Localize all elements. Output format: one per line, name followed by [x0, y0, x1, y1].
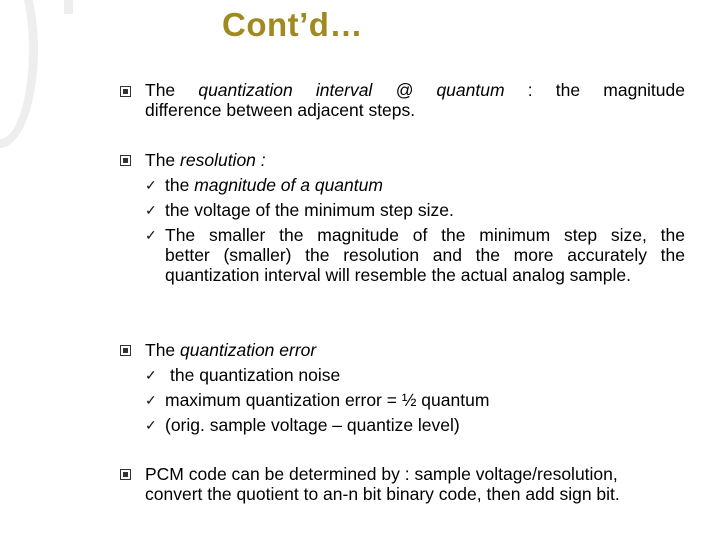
square-bullet-icon [120, 469, 131, 480]
check-icon: ✓ [145, 227, 157, 243]
bullet-4-line-2: convert the quotient to an-n bit binary code, then add sign bit. [145, 484, 620, 504]
bullet-2-heading: The resolution : [145, 150, 266, 170]
square-bullet-icon [120, 155, 131, 166]
bullet-1-line-1: The quantization interval @ quantum : the magnitude [145, 80, 685, 100]
check-icon: ✓ [145, 392, 157, 408]
check-icon: ✓ [145, 177, 157, 193]
bullet-3-sub-1: the quantization noise [170, 365, 341, 385]
square-bullet-icon [120, 86, 131, 97]
check-icon: ✓ [145, 202, 157, 218]
bullet-3-sub-2: maximum quantization error = ½ quantum [165, 390, 490, 410]
slide-title: Cont’d… [222, 6, 363, 43]
check-icon: ✓ [145, 417, 157, 433]
bullet-3-heading: The quantization error [145, 340, 317, 360]
bullet-2-sub-1: the magnitude of a quantum [165, 175, 383, 195]
bullet-2-sub-3-line-2: better (smaller) the resolution and the more accurately the [165, 245, 685, 265]
bullet-1-line-2: difference between adjacent steps. [145, 100, 416, 120]
bullet-2-sub-2: the voltage of the minimum step size. [165, 200, 454, 220]
square-bullet-icon [120, 345, 131, 356]
bullet-4-line-1: PCM code can be determined by : sample voltage/resolution, [145, 464, 618, 484]
check-icon: ✓ [145, 367, 157, 383]
bullet-3-sub-3: (orig. sample voltage – quantize level) [165, 415, 460, 435]
bullet-2-sub-3-line-3: quantization interval will resemble the actual analog sample. [165, 265, 631, 285]
bullet-2-sub-3-line-1: The smaller the magnitude of the minimum step size, the [165, 225, 685, 245]
